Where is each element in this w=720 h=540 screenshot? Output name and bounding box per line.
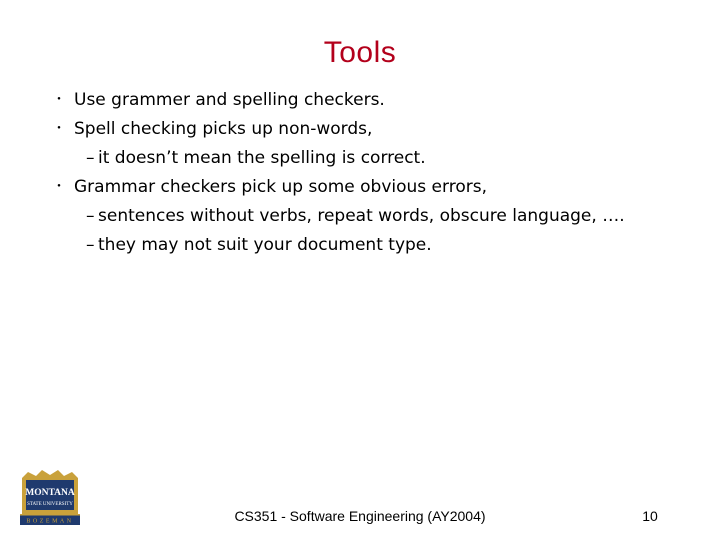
bullet-text: Spell checking picks up non-words, xyxy=(74,119,373,139)
dash-marker: – xyxy=(86,235,95,255)
bullet-item xyxy=(58,173,625,202)
dash-marker: – xyxy=(86,206,95,226)
logo-line2: STATE UNIVERSITY xyxy=(27,502,73,507)
slide-title: Tools xyxy=(323,36,397,69)
sub-bullet-text: it doesn’t mean the spelling is correct. xyxy=(98,148,426,168)
bullet-text: Grammar checkers pick up some obvious errors, xyxy=(74,177,487,197)
sub-bullet-text: they may not suit your document type. xyxy=(98,235,432,255)
bullet-item xyxy=(58,86,625,115)
montana-state-logo xyxy=(18,468,82,526)
logo-line1: MONTANA xyxy=(25,488,75,498)
bullet-item xyxy=(58,115,625,144)
bullet-list xyxy=(58,86,625,260)
logo-line3: BOZEMAN xyxy=(26,518,74,525)
bullet-text: Use grammer and spelling checkers. xyxy=(74,90,385,110)
sub-bullet-item xyxy=(58,231,625,260)
dash-marker: – xyxy=(86,148,95,168)
page-number: 10 xyxy=(642,508,658,524)
sub-bullet-item xyxy=(58,202,625,231)
footer-text: CS351 - Software Engineering (AY2004) xyxy=(234,508,486,524)
sub-bullet-item xyxy=(58,144,625,173)
sub-bullet-text: sentences without verbs, repeat words, obscure language, …. xyxy=(98,206,625,226)
